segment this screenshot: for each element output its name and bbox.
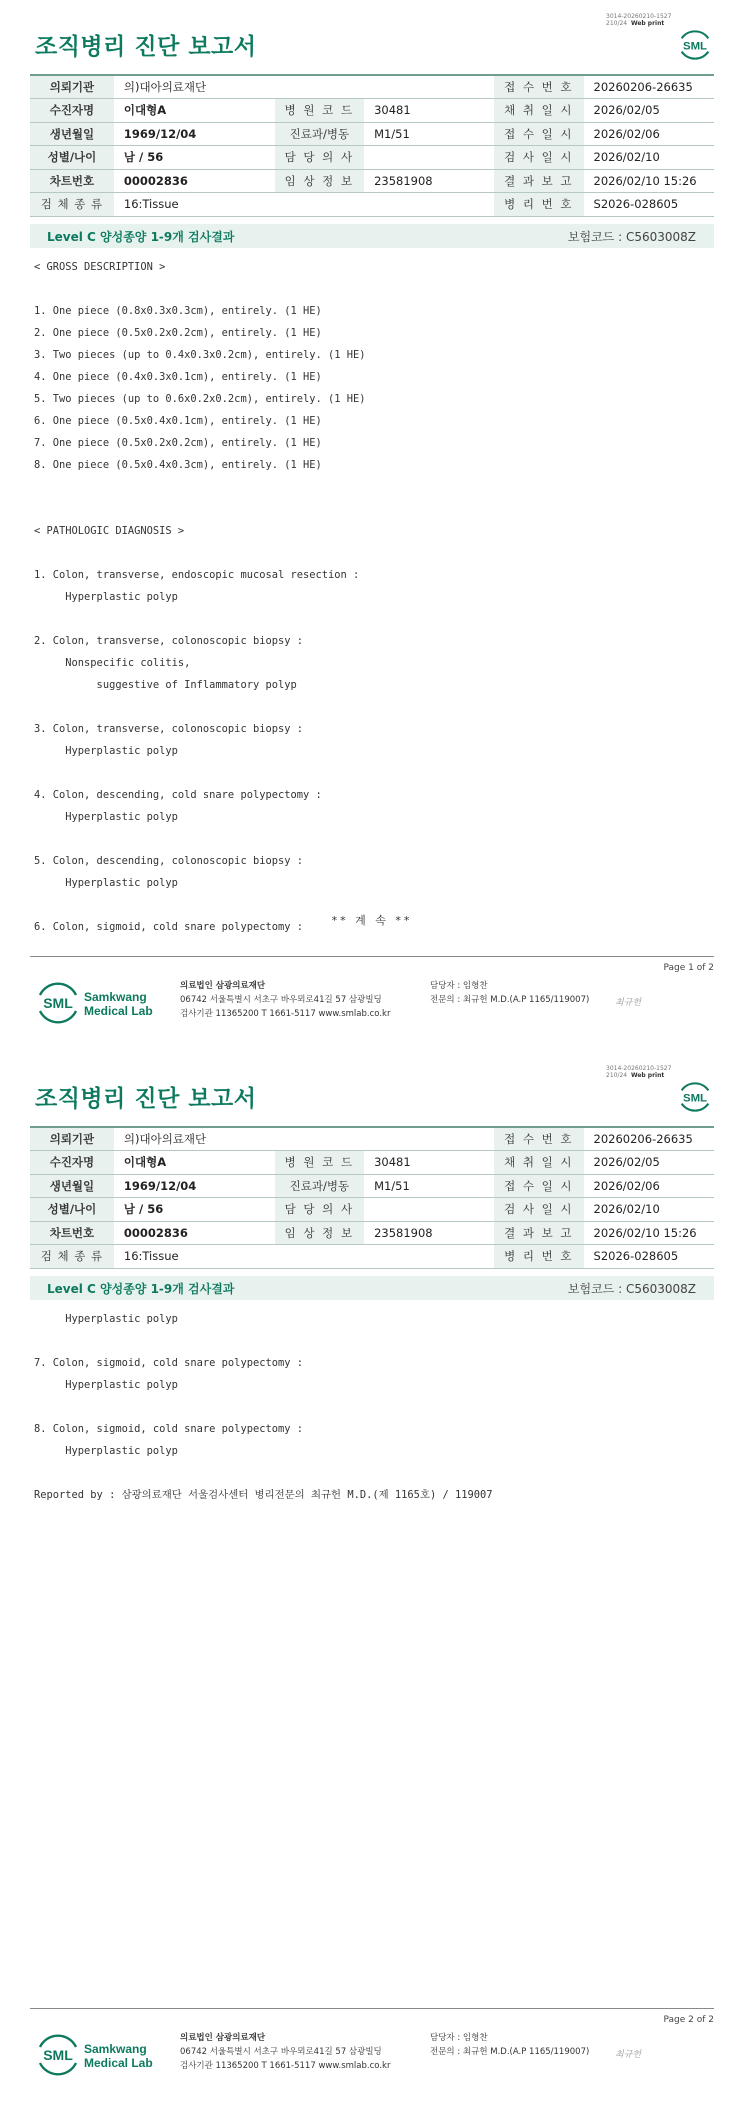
report-page-2	[0, 1052, 744, 2104]
print-code: 3014-20260210-1527 210/24 Web print	[606, 13, 672, 27]
table-row: 차트번호 00002836 임 상 정 보 23581908 결 과 보 고 2026/02/10 15:26	[30, 1221, 714, 1245]
patient-info-table	[30, 1126, 714, 1269]
table-row: 생년월일 1969/12/04 진료과/병동 M1/51 접 수 일 시 2026/02/06	[30, 1174, 714, 1198]
footer-contact: 담당자 : 임형찬 전문의 : 최규헌 M.D.(A.P 1165/119007)	[430, 2033, 590, 2057]
insurance-code: 보험코드 : C5603008Z	[567, 229, 696, 244]
sml-logo-icon	[676, 26, 714, 64]
patient-info-table	[30, 74, 714, 217]
footer-address: 의료법인 삼광의료재단 06742 서울특별시 서초구 바우뫼로41길 57 삼광빌딩 검사기관 11365200 T 1661-5117 www.smlab.co.kr	[180, 981, 391, 1019]
table-row: 생년월일 1969/12/04 진료과/병동 M1/51 접 수 일 시 2026/02/06	[30, 122, 714, 146]
table-row: 의뢰기관 의)대아의료재단 접 수 번 호 20260206-26635	[30, 75, 714, 99]
report-body: < GROSS DESCRIPTION > 1. One piece (0.8x0.3x0.3cm), entirely. (1 HE) 2. One piece (0.5x0.2x0.2cm), entirely. (1 HE) 3. Two pieces (up to 0.4x0.3x0.2cm), entirely. (1 HE) 4. One piece (0.4x0.3x0.1cm), entirely. (1 HE) 5. Two pieces (up to 0.6x0.2x0.2cm), entirely. (1 HE) 6. One piece (0.5x0.4x0.1cm), entirely. (1 HE) 7. One piece (0.5x0.2x0.2cm), entirely. (1 HE) 8. One piece (0.5x0.4x0.3cm), entirely. (1 HE) < PATHOLOGIC DIAGNOSIS > 1. Colon, transverse, endoscopic mucosal resection : Hyperplastic polyp 2. Colon, transverse, colonoscopic biopsy : Nonspecific colitis, suggestive of Inflammatory polyp 3. Colon, transverse, colonoscopic biopsy : Hyperplastic polyp 4. Colon, descending, cold snare polypectomy : Hyperplastic polyp 5. Colon, descending, colonoscopic biopsy : Hyperplastic polyp 6. Colon, sigmoid, cold snare polypectomy :	[34, 261, 366, 933]
svg-text:SML: SML	[43, 995, 73, 1011]
sml-logo-icon	[676, 1078, 714, 1116]
footer-divider	[30, 956, 714, 957]
table-row: 의뢰기관 의)대아의료재단 접 수 번 호 20260206-26635	[30, 1127, 714, 1151]
svg-text:Samkwang: Samkwang	[84, 2042, 147, 2056]
table-row: 차트번호 00002836 임 상 정 보 23581908 결 과 보 고 2026/02/10 15:26	[30, 169, 714, 193]
doctor-signature: 최규헌	[615, 2050, 642, 2060]
result-section-header	[30, 1276, 714, 1300]
table-row: 성별/나이 남 / 56 담 당 의 사 검 사 일 시 2026/02/10	[30, 1198, 714, 1222]
table-row: 수진자명 이대형A 병 원 코 드 30481 채 취 일 시 2026/02/05	[30, 1151, 714, 1175]
table-row: 검 체 종 류 16:Tissue 병 리 번 호 S2026-028605	[30, 193, 714, 217]
table-row: 수진자명 이대형A 병 원 코 드 30481 채 취 일 시 2026/02/05	[30, 99, 714, 123]
report-title: 조직병리 진단 보고서	[35, 1086, 257, 1112]
insurance-code: 보험코드 : C5603008Z	[567, 1281, 696, 1296]
samkwang-logo-icon	[36, 980, 156, 1026]
report-body: Hyperplastic polyp 7. Colon, sigmoid, cold snare polypectomy : Hyperplastic polyp 8. Colon, sigmoid, cold snare polypectomy : Hyperplastic polyp Reported by : 삼광의료재단 서울검사센터 병리전문의 최규헌 M.D.(제 1165호) / 119007	[34, 1313, 493, 1501]
section-title: Level C 양성종양 1-9개 검사결과	[47, 1281, 235, 1296]
report-title: 조직병리 진단 보고서	[35, 34, 257, 60]
svg-text:SML: SML	[682, 40, 708, 53]
samkwang-logo-icon	[36, 2032, 156, 2078]
page-number: Page 1 of 2	[663, 963, 714, 973]
svg-text:SML: SML	[43, 2047, 73, 2063]
doctor-signature: 최규헌	[615, 998, 642, 1008]
table-row: 성별/나이 남 / 56 담 당 의 사 검 사 일 시 2026/02/10	[30, 146, 714, 170]
svg-text:Medical Lab: Medical Lab	[84, 2056, 153, 2070]
svg-text:Medical Lab: Medical Lab	[84, 1004, 153, 1018]
page-number: Page 2 of 2	[663, 2015, 714, 2025]
footer-address: 의료법인 삼광의료재단 06742 서울특별시 서초구 바우뫼로41길 57 삼광빌딩 검사기관 11365200 T 1661-5117 www.smlab.co.kr	[180, 2033, 391, 2071]
result-section-header	[30, 224, 714, 248]
footer-contact: 담당자 : 임형찬 전문의 : 최규헌 M.D.(A.P 1165/119007)	[430, 981, 590, 1005]
continued-marker: ** 계 속 **	[331, 914, 413, 927]
section-title: Level C 양성종양 1-9개 검사결과	[47, 229, 235, 244]
footer-divider	[30, 2008, 714, 2009]
table-row: 검 체 종 류 16:Tissue 병 리 번 호 S2026-028605	[30, 1245, 714, 1269]
print-code: 3014-20260210-1527 210/24 Web print	[606, 1065, 672, 1079]
svg-text:Samkwang: Samkwang	[84, 990, 147, 1004]
svg-text:SML: SML	[682, 1092, 708, 1105]
